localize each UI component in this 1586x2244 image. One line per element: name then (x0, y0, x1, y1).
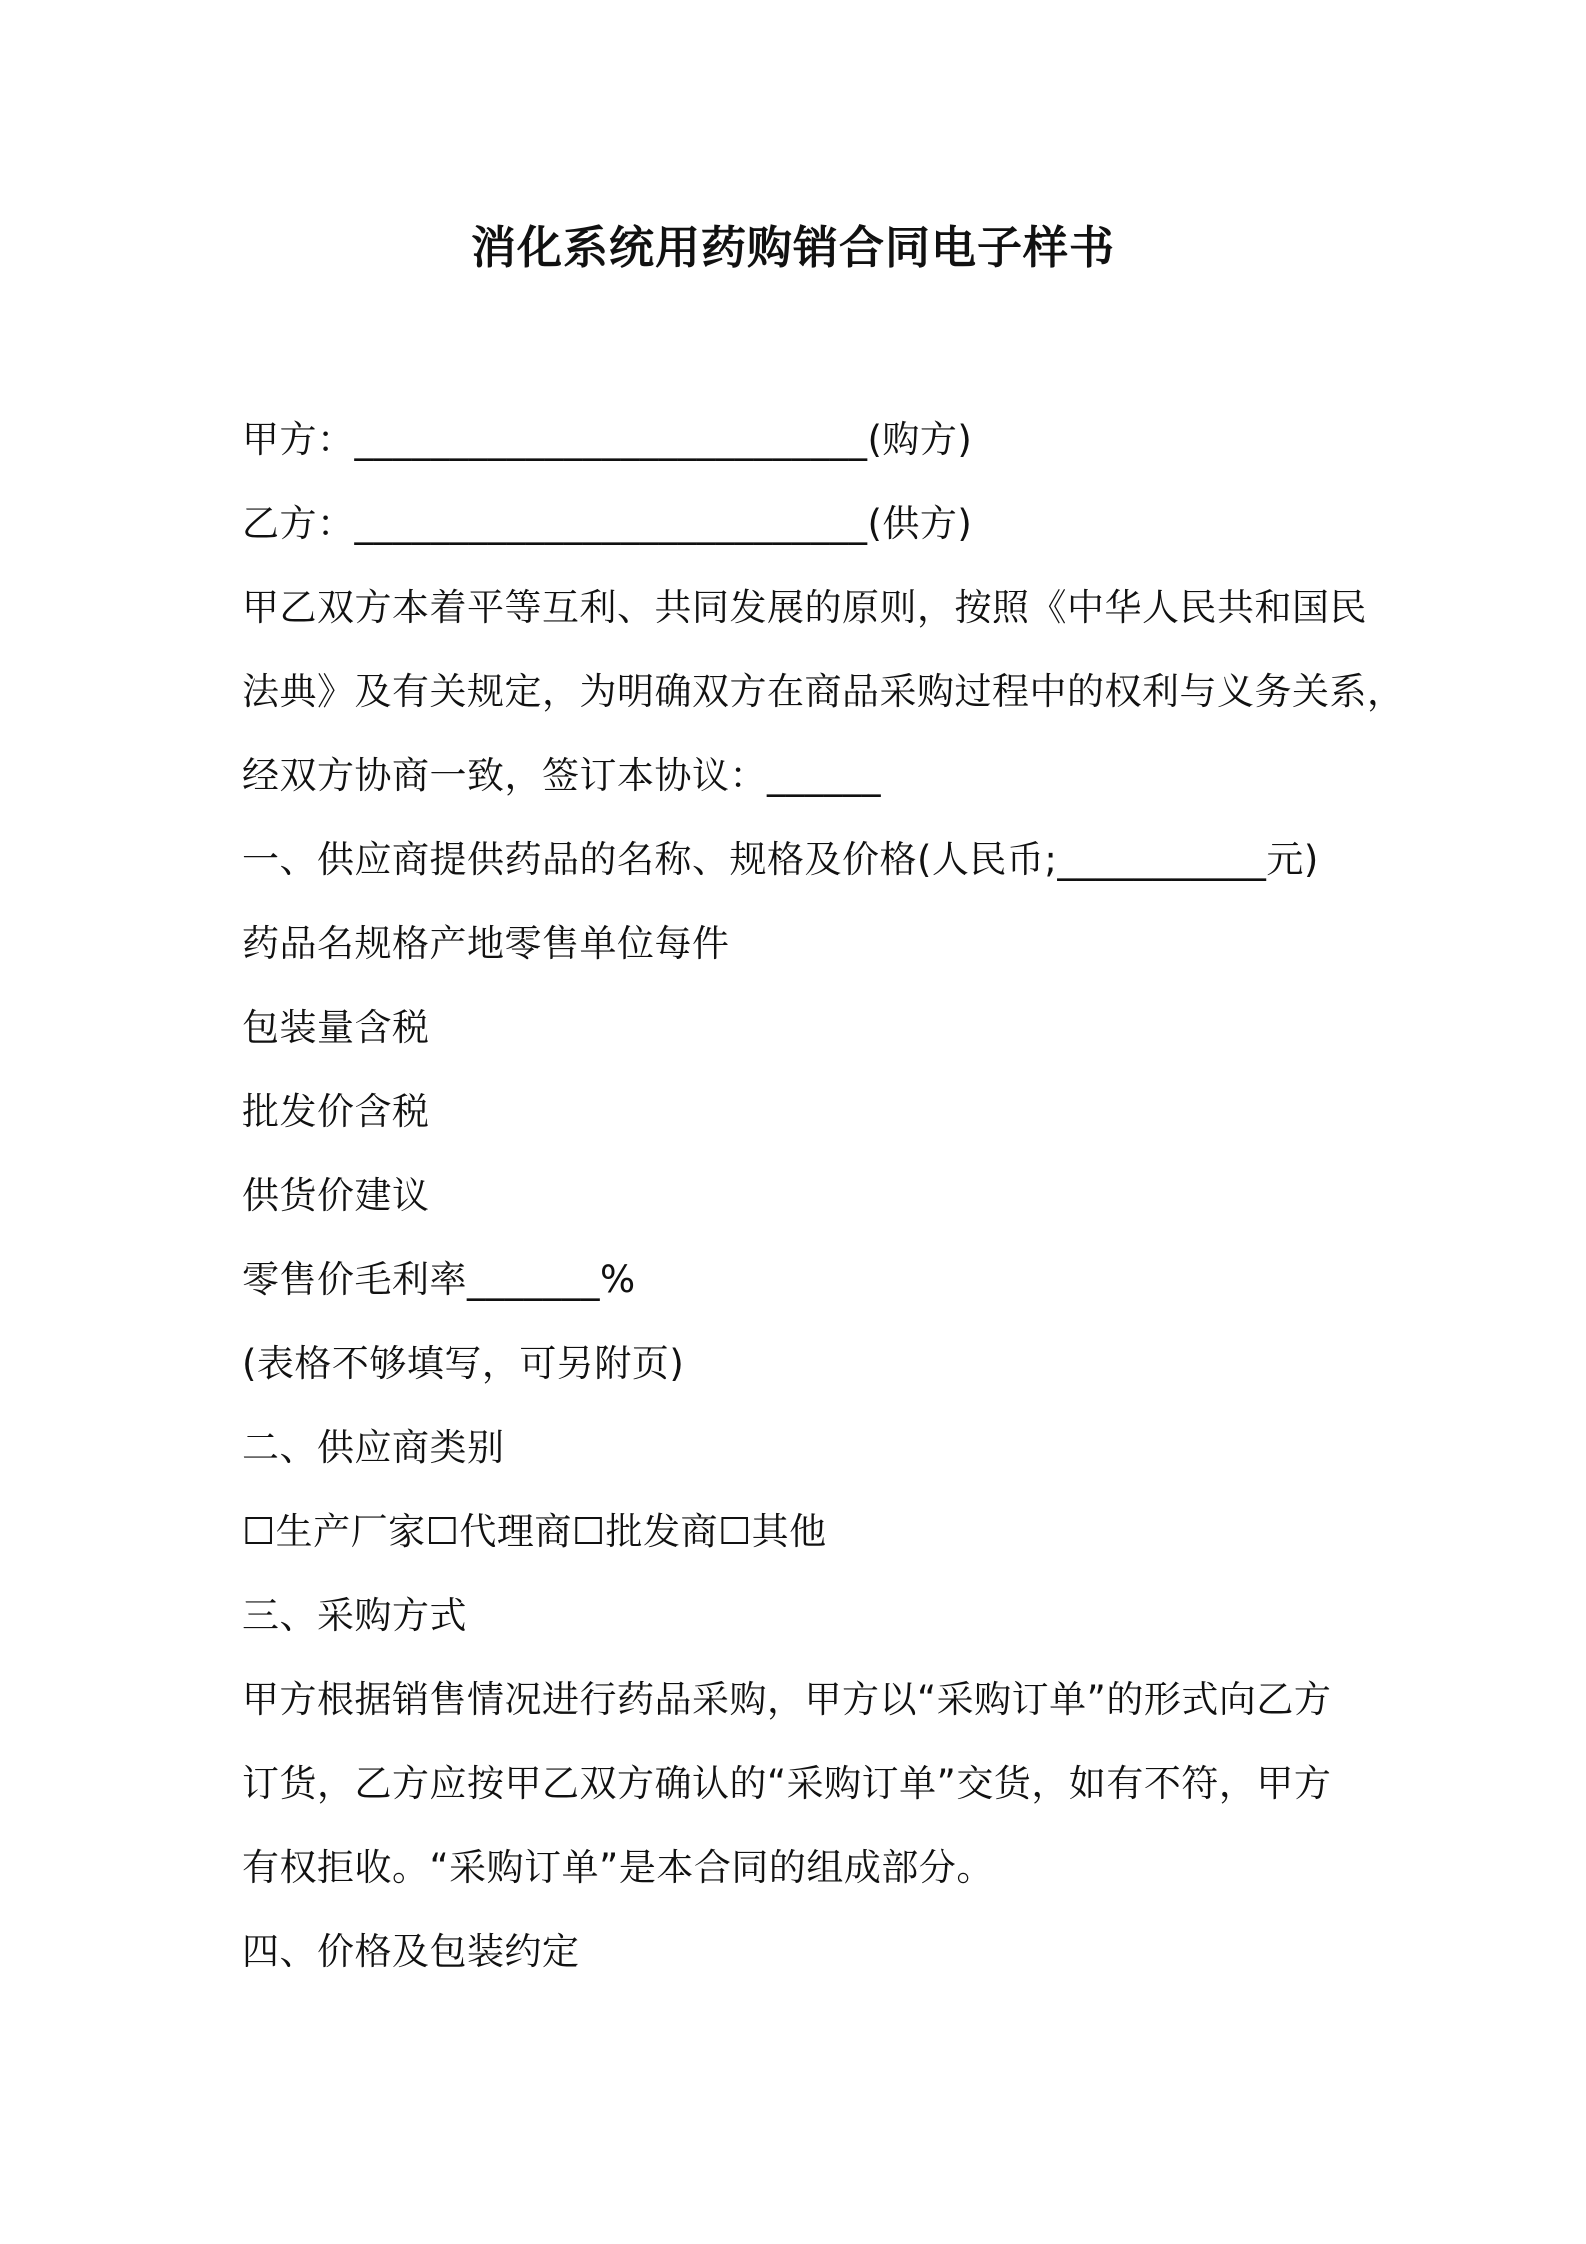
supplier-type-options: ☐生产厂家☐代理商☐批发商☐其他 (242, 1510, 827, 1553)
preamble-line-3: 经双方协商一致，签订本协议：______ (242, 754, 881, 797)
section-3-line-3: 有权拒收。“采购订单”是本合同的组成部分。 (242, 1846, 994, 1889)
party-a-line: 甲方：___________________________(购方) (242, 418, 973, 461)
document-title: 消化系统用药购销合同电子样书 (470, 221, 1115, 274)
section-3-heading: 三、采购方式 (242, 1594, 467, 1637)
table-header-line-5: 零售价毛利率_______% (242, 1258, 636, 1301)
section-3-line-1: 甲方根据销售情况进行药品采购，甲方以“采购订单”的形式向乙方 (242, 1678, 1332, 1721)
party-b-line: 乙方：___________________________(供方) (242, 502, 973, 545)
table-note: (表格不够填写，可另附页) (242, 1342, 685, 1385)
section-3-line-2: 订货，乙方应按甲乙双方确认的“采购订单”交货，如有不符，甲方 (242, 1762, 1332, 1805)
table-header-line-2: 包装量含税 (242, 1006, 430, 1049)
table-header-line-3: 批发价含税 (242, 1090, 430, 1133)
preamble-line-2: 法典》及有关规定，为明确双方在商品采购过程中的权利与义务关系， (242, 670, 1405, 713)
preamble-line-1: 甲乙双方本着平等互利、共同发展的原则，按照《中华人民共和国民 (242, 586, 1367, 629)
section-4-heading: 四、价格及包装约定 (242, 1930, 580, 1973)
section-1-heading: 一、供应商提供药品的名称、规格及价格(人民币;___________元) (242, 838, 1319, 881)
table-header-line-4: 供货价建议 (242, 1174, 430, 1217)
table-header-line-1: 药品名规格产地零售单位每件 (242, 922, 730, 965)
section-2-heading: 二、供应商类别 (242, 1426, 505, 1469)
